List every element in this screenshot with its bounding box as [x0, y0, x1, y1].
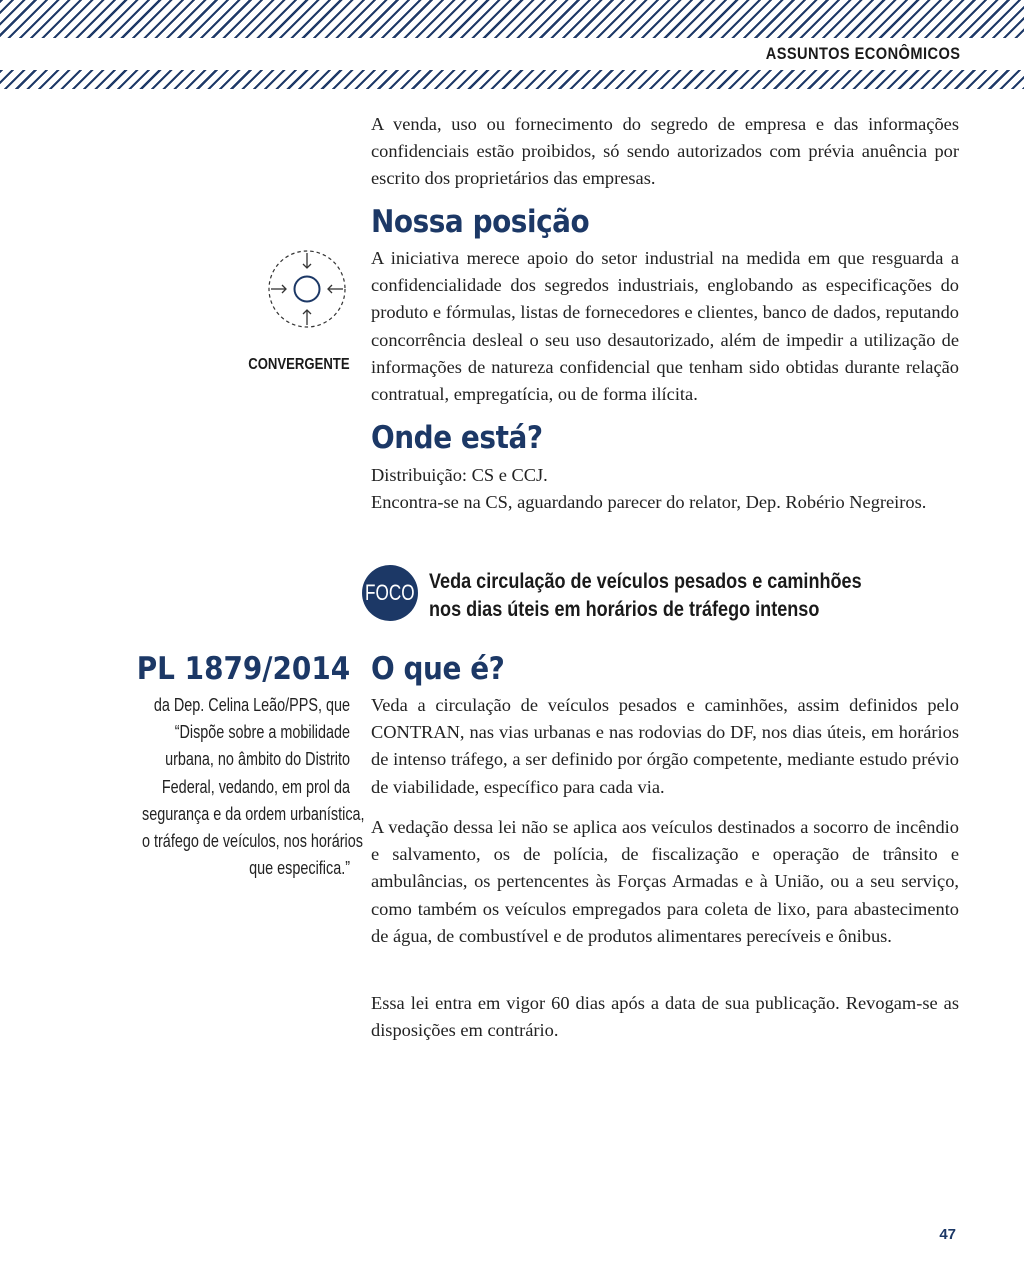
o-que-e-paragraph-1: Veda a circulação de veículos pesados e caminhões, assim definidos pelo CONTRAN, nas vias urbanas e nas rodovias do DF, nos dias úteis, em horários de intenso tráfego, a ser definido por órgão competente, mediante estudo prévio de viabilidade, específico para cada via.	[371, 695, 959, 797]
bill-description-line: da Dep. Celina Leão/PPS, que	[153, 695, 350, 715]
heading-o-que-e: O que é?	[371, 651, 505, 687]
bill-description-line: o tráfego de veículos, nos horários	[142, 831, 363, 852]
foco-headline	[429, 568, 989, 624]
bill-description-line: segurança e da ordem urbanística,	[142, 803, 365, 824]
bill-description	[90, 692, 365, 882]
o-que-e-paragraph-3: Essa lei entra em vigor 60 dias após a data de sua publicação. Revogam-se as disposições em contrário.	[371, 993, 959, 1041]
header-hatch-band-bottom	[0, 70, 1024, 89]
bill-title: PL 1879/2014	[136, 651, 350, 687]
foco-line-1: Veda circulação de veículos pesados e caminhões	[429, 570, 862, 593]
heading-nossa-posicao: Nossa posição	[371, 204, 590, 240]
bill-description-line: urbana, no âmbito do Distrito	[165, 749, 350, 770]
convergent-icon	[266, 248, 348, 330]
nossa-posicao-paragraph: A iniciativa merece apoio do setor industrial na medida em que resguarda a confidencialidade dos segredos industriais, englobando as especificações do produto e fórmulas, listas de fornecedores e clientes, banco de dados, reputando concorrência desleal o seu uso desautorizado, além de impedir a utilização de informações de natureza confidencial que tenham sido obtidas durante relação contratual, empregatícia, ou de forma ilícita.	[371, 248, 959, 405]
section-label: ASSUNTOS ECONÔMICOS	[765, 44, 960, 63]
header-hatch-band-top	[0, 0, 1024, 38]
foco-badge: FOCO	[362, 565, 418, 621]
onde-esta-status: Encontra-se na CS, aguardando parecer do relator, Dep. Robério Negreiros.	[371, 492, 927, 512]
bill-description-line: que especifica.”	[249, 858, 350, 879]
bill-description-line: Federal, vedando, em prol da	[161, 776, 350, 797]
heading-onde-esta: Onde está?	[371, 420, 543, 456]
page-number: 47	[939, 1226, 956, 1243]
intro-paragraph: A venda, uso ou fornecimento do segredo de empresa e das informações confidenciais estão proibidos, só sendo autorizados com prévia anuência por escrito dos proprietários das empresas.	[371, 114, 959, 189]
o-que-e-paragraph-2: A vedação dessa lei não se aplica aos veículos destinados a socorro de incêndio e salvamento, os de polícia, de fiscalização e operação de trânsito e ambulâncias, os pertencentes às Forças Armadas e à União, ou a seu serviço, como também os veículos empregados para coleta de lixo, para abastecimento de água, de combustível e de produtos alimentares perecíveis e ônibus.	[371, 817, 959, 946]
icon-label-convergente: CONVERGENTE	[248, 356, 350, 373]
foco-line-2: nos dias úteis em horários de tráfego intenso	[429, 598, 820, 621]
bill-description-line: “Dispõe sobre a mobilidade	[174, 722, 350, 743]
onde-esta-distribution: Distribuição: CS e CCJ.	[371, 465, 548, 485]
